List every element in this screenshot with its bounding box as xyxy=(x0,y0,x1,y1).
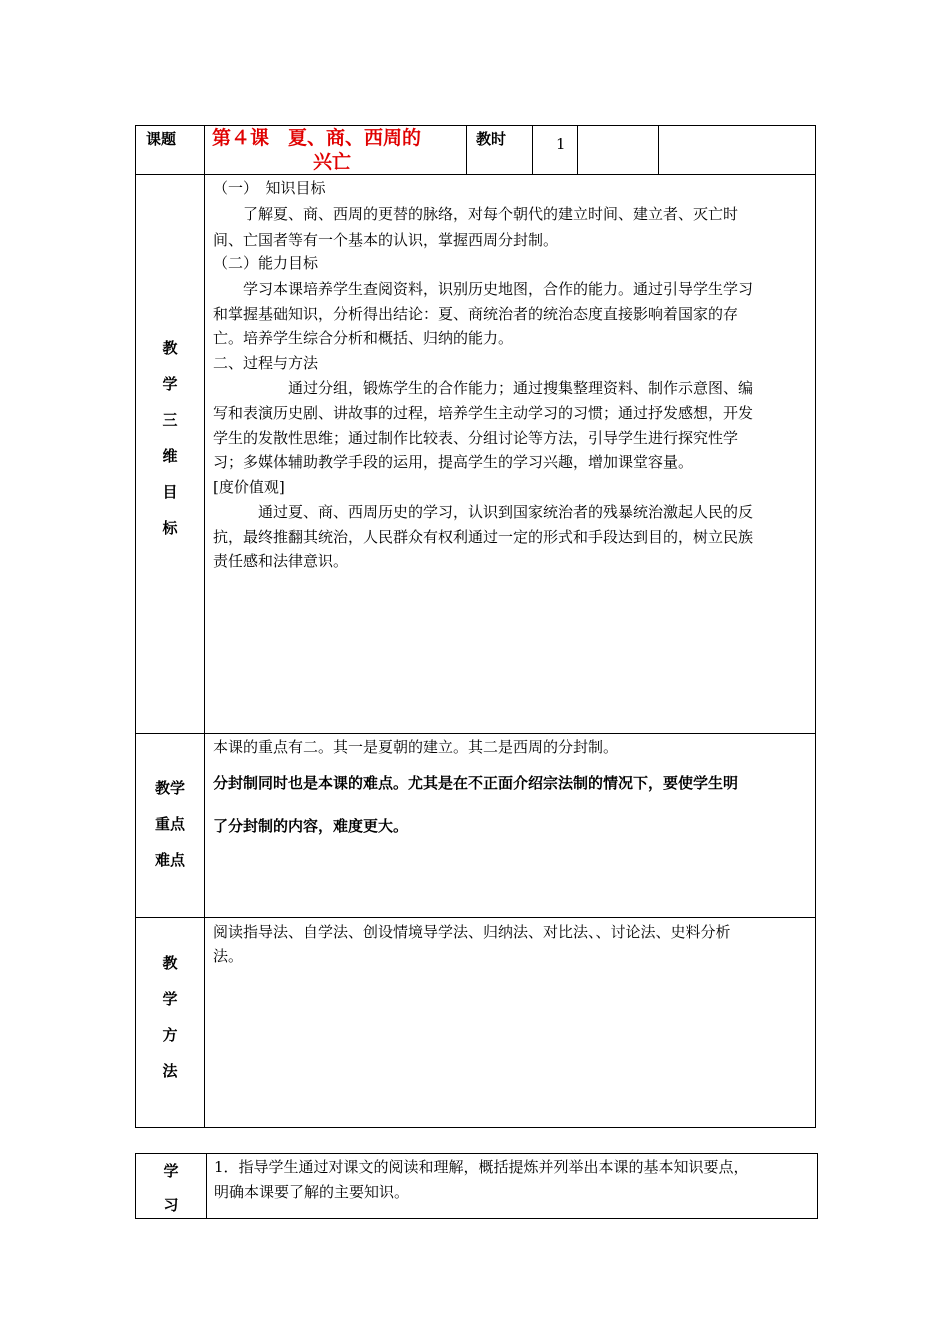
objectives-label xyxy=(136,330,204,546)
objective-line: 了解夏、商、西周的更替的脉络，对每个朝代的建立时间、建立者、灭亡时 xyxy=(213,205,739,223)
objective-heading-values: [度价值观] xyxy=(213,478,285,496)
objective-line: 学习本课培养学生查阅资料，识别历史地图，合作的能力。通过引导学生学习 xyxy=(213,280,754,298)
study-line: 1．指导学生通过对课文的阅读和理解，概括提炼并列举出本课的基本知识要点， xyxy=(214,1158,749,1176)
objectives-label-char: 目 xyxy=(162,483,178,501)
objective-line: 间、亡国者等有一个基本的认识，掌握西周分封制。 xyxy=(213,231,559,249)
table-col-divider xyxy=(206,1153,207,1219)
methods-label xyxy=(136,945,204,1089)
objectives-label-char: 标 xyxy=(162,519,178,537)
lesson-title-line2: 兴亡 xyxy=(313,151,352,173)
objectives-label-char: 学 xyxy=(162,375,178,393)
objective-line: 通过分组，锻炼学生的合作能力；通过搜集整理资料、制作示意图、编 xyxy=(213,379,754,397)
study-label-char: 学 xyxy=(163,1162,179,1180)
objectives-label-char: 三 xyxy=(162,411,178,429)
objective-heading-knowledge: （一） 知识目标 xyxy=(213,179,326,197)
period-label: 教时 xyxy=(476,130,507,148)
methods-label-char: 教 xyxy=(162,954,178,972)
table-border-right xyxy=(817,1153,818,1219)
objective-line: 和掌握基础知识，分析得出结论：夏、商统治者的统治态度直接影响着国家的存 xyxy=(213,305,739,323)
objective-heading-ability: （二）能力目标 xyxy=(213,254,319,272)
table-border-bottom xyxy=(135,1127,816,1128)
objective-line: 抗，最终推翻其统治，人民群众有权利通过一定的形式和手段达到目的，树立民族 xyxy=(213,528,754,546)
objective-line: 学生的发散性思维；通过制作比较表、分组讨论等方法，引导学生进行探究性学 xyxy=(213,429,739,447)
study-label-char: 习 xyxy=(163,1196,179,1214)
objective-line: 责任感和法律意识。 xyxy=(213,552,349,570)
table-row-divider xyxy=(135,917,816,918)
difficulty-line: 分封制同时也是本课的难点。尤其是在不正面介绍宗法制的情况下，要使学生明 xyxy=(213,774,739,792)
methods-label-char: 方 xyxy=(162,1026,178,1044)
study-label xyxy=(136,1154,206,1222)
objectives-label-char: 教 xyxy=(162,339,178,357)
methods-label-char: 法 xyxy=(162,1062,178,1080)
objective-heading-process: 二、过程与方法 xyxy=(213,354,319,372)
objective-line: 写和表演历史剧、讲故事的过程，培养学生主动学习的习惯；通过抒发感想，开发 xyxy=(213,404,754,422)
key-points-label-line: 重点 xyxy=(154,815,185,833)
table-col-divider xyxy=(658,125,659,175)
objective-line: 通过夏、商、西周历史的学习，认识到国家统治者的残暴统治激起人民的反 xyxy=(213,503,754,521)
methods-label-char: 学 xyxy=(162,990,178,1008)
key-points-label xyxy=(136,770,204,878)
methods-line: 阅读指导法、自学法、创设情境导学法、归纳法、对比法、、讨论法、史料分析 xyxy=(213,923,731,941)
study-line: 明确本课要了解的主要知识。 xyxy=(214,1183,410,1201)
subject-label: 课题 xyxy=(146,130,177,148)
period-value: 1 xyxy=(556,135,566,153)
difficulty-line: 了分封制的内容，难度更大。 xyxy=(213,817,409,835)
lesson-title-line1: 第４课 夏、商、西周的 xyxy=(212,127,422,149)
objectives-label-char: 维 xyxy=(162,447,178,465)
table-col-divider xyxy=(466,125,467,175)
table-col-divider xyxy=(204,125,205,1128)
table-col-divider xyxy=(577,125,578,175)
objective-line: 习；多媒体辅助教学手段的运用，提高学生的学习兴趣，增加课堂容量。 xyxy=(213,453,694,471)
methods-line: 法。 xyxy=(213,947,244,965)
table-border-right xyxy=(815,125,816,1128)
table-col-divider xyxy=(532,125,533,175)
table-border-bottom xyxy=(135,1218,818,1219)
key-points-line: 本课的重点有二。其一是夏朝的建立。其二是西周的分封制。 xyxy=(213,738,619,756)
key-points-label-line: 教学 xyxy=(154,779,185,797)
objective-line: 亡。培养学生综合分析和概括、归纳的能力。 xyxy=(213,329,514,347)
key-points-label-line: 难点 xyxy=(154,851,185,869)
